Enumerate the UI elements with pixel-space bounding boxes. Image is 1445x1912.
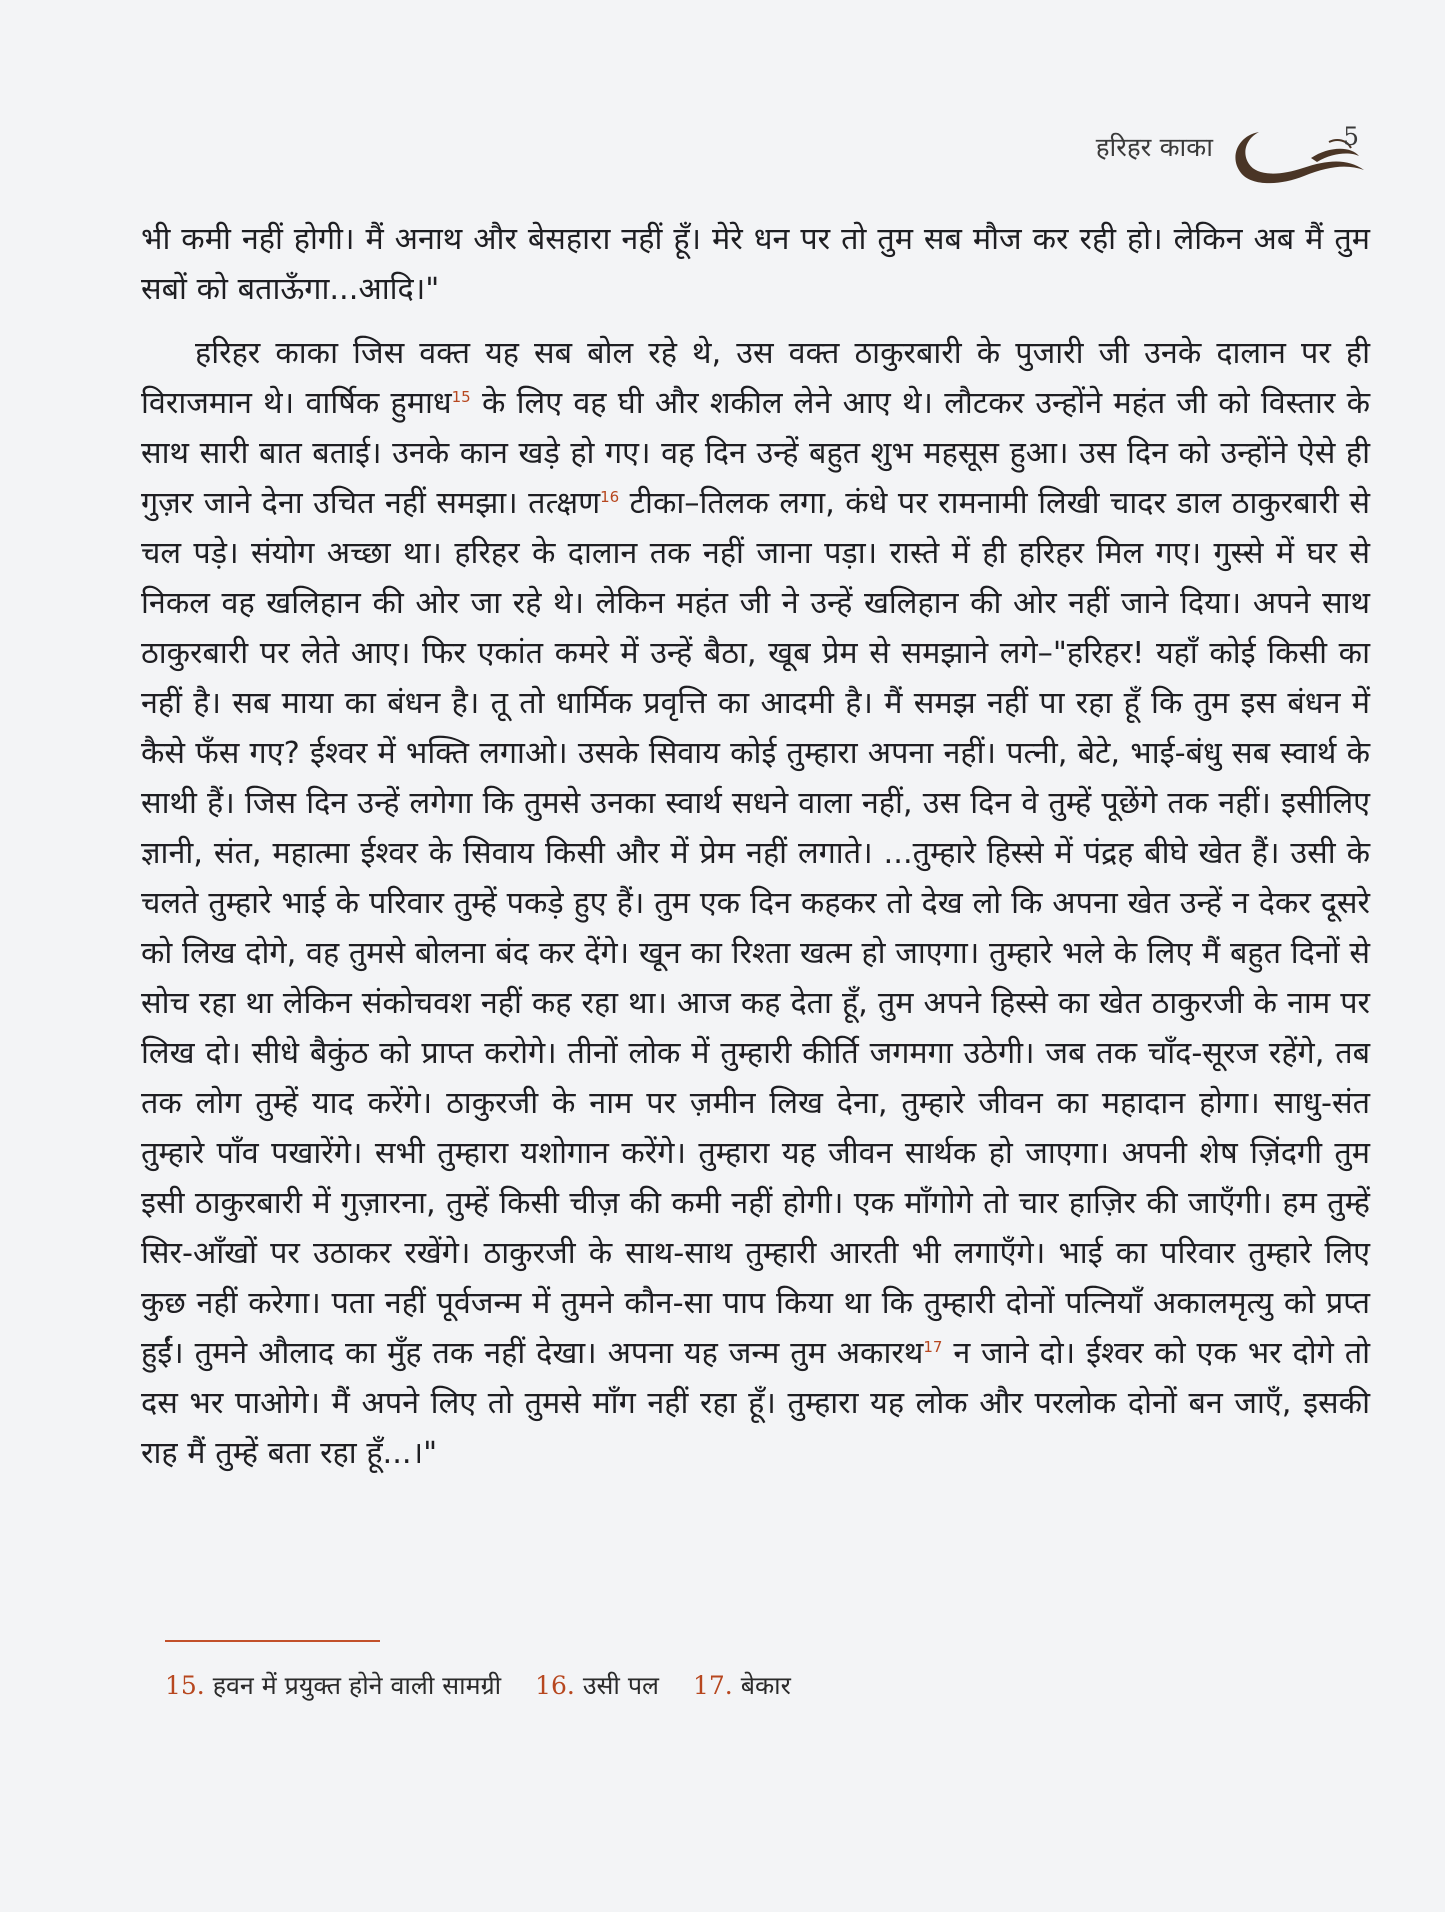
page-number: 5 <box>1343 122 1359 151</box>
footnote-ref: 16 <box>600 487 620 506</box>
paragraph <box>141 329 1370 1479</box>
text-run: न जाने दो। ईश्वर को एक भर दोगे तो दस भर पाओगे। मैं अपने लिए तो तुमसे माँग नहीं रहा हूँ। तुम्हारा यह लोक और परलोक दोनों बन जाएँ, इसकी राह मैं तुम्हें बता रहा हूँ...।" <box>141 1336 1370 1471</box>
text-run: हरिहर काका जिस वक्त यह सब बोल रहे थे, उस वक्त ठाकुरबारी के पुजारी जी उनके दालान पर ही विराजमान थे। वार्षिक हुमाध <box>141 336 1370 421</box>
footnote-number: 15. <box>165 1671 205 1700</box>
footnote-number: 17. <box>692 1671 733 1700</box>
footnotes <box>165 1668 817 1702</box>
footnote-ref: 15 <box>451 387 471 406</box>
body-text <box>141 215 1370 1479</box>
paragraph: भी कमी नहीं होगी। मैं अनाथ और बेसहारा नहीं हूँ। मेरे धन पर तो तुम सब मौज कर रही हो। लेकिन अब मैं तुम सबों को बताऊँगा...आदि।" <box>141 222 1370 307</box>
page-header <box>1096 118 1369 196</box>
text-run: टीका–तिलक लगा, कंधे पर रामनामी लिखी चादर डाल ठाकुरबारी से चल पड़े। संयोग अच्छा था। हरिहर के दालान तक नहीं जाना पड़ा। रास्ते में ही हरिहर मिल गए। गुस्से में घर से निकल वह खलिहान की ओर जा रहे थे। लेकिन महंत जी ने उन्हें खलिहान की ओर नहीं जाने दिया। अपने साथ ठाकुरबारी पर लेते आए। फिर एकांत कमरे में उन्हें बैठा, खूब प्रेम से समझाने लगे–"हरिहर! यहाँ कोई किसी का नहीं है। सब माया का बंधन है। तू तो धार्मिक प्रवृत्ति का आदमी है। मैं समझ नहीं पा रहा हूँ कि तुम इस बंधन में कैसे फँस गए? ईश्वर में भक्ति लगाओ। उसके सिवाय कोई तुम्हारा अपना नहीं। पत्नी, बेटे, भाई-बंधु सब स्वार्थ के साथी हैं। जिस दिन उन्हें लगेगा कि तुमसे उनका स्वार्थ सधने वाला नहीं, उस दिन वे तुम्हें पूछेंगे तक नहीं। इसीलिए ज्ञानी, संत, महात्मा ईश्वर के सिवाय किसी और में प्रेम नहीं लगाते। ...तुम्हारे हिस्से में पंद्रह बीघे खेत हैं। उसी के चलते तुम्हारे भाई के परिवार तुम्हें पकड़े हुए हैं। तुम एक दिन कहकर तो देख लो कि अपना खेत उन्हें न देकर दूसरे को लिख दोगे, वह तुमसे बोलना बंद कर देंगे। खून का रिश्ता खत्म हो जाएगा। तुम्हारे भले के लिए मैं बहुत दिनों से सोच रहा था लेकिन संकोचवश नहीं कह रहा था। आज कह देता हूँ, तुम अपने हिस्से का खेत ठाकुरजी के नाम पर लिख दो। सीधे बैकुंठ को प्राप्त करोगे। तीनों लोक में तुम्हारी कीर्ति जगमगा उठेगी। जब तक चाँद-सूरज रहेंगे, तब तक लोग तुम्हें याद करेंगे। ठाकुरजी के नाम पर ज़मीन लिख देना, तुम्हारे जीवन का महादान होगा। साधु-संत तुम्हारे पाँव पखारेंगे। सभी तुम्हारा यशोगान करेंगे। तुम्हारा यह जीवन सार्थक हो जाएगा। अपनी शेष ज़िंदगी तुम इसी ठाकुरबारी में गुज़ारना, तुम्हें किसी चीज़ की कमी नहीं होगी। एक माँगोगे तो चार हाज़िर की जाएँगी। हम तुम्हें सिर-आँखों पर उठाकर रखेंगे। ठाकुरजी के साथ-साथ तुम्हारी आरती भी लगाएँगे। भाई का परिवार तुम्हारे लिए कुछ नहीं करेगा। पता नहीं पूर्वजन्म में तुमने कौन-सा पाप किया था कि तुम्हारी दोनों पत्नियाँ अकालमृत्यु को प्रप्त हुईं। तुमने औलाद का मुँह तक नहीं देखा। अपना यह जन्म तुम अकारथ <box>141 486 1370 1371</box>
footnote-item <box>535 1671 659 1700</box>
footnote-text: उसी पल <box>582 1671 660 1700</box>
footnote-ref: 17 <box>923 1337 943 1356</box>
running-head-title: हरिहर काका <box>1095 133 1213 163</box>
footnote-item <box>165 1671 501 1700</box>
footnote-number: 16. <box>535 1671 575 1700</box>
text-run: के लिए वह घी और शकील लेने आए थे। लौटकर उन्होंने महंत जी को विस्तार के साथ सारी बात बताई। उनके कान खड़े हो गए। वह दिन उन्हें बहुत शुभ महसूस हुआ। उस दिन को उन्होंने ऐसे ही गुज़र जाने देना उचित नहीं समझा। तत्क्षण <box>141 386 1370 521</box>
footnote-item <box>693 1671 791 1700</box>
footnote-text: हवन में प्रयुक्त होने वाली सामग्री <box>212 1671 502 1700</box>
footnote-divider <box>165 1640 380 1642</box>
footnote-text: बेकार <box>740 1671 791 1700</box>
